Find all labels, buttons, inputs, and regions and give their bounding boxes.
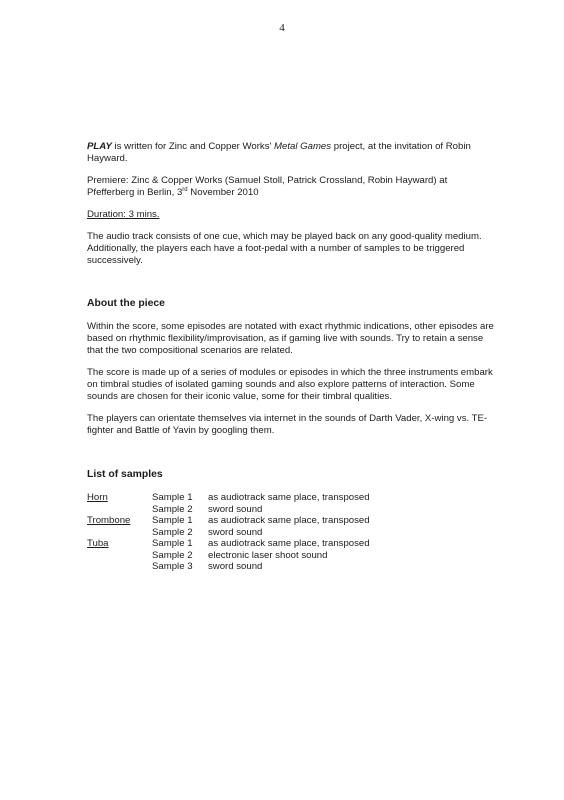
project-title: Metal Games	[274, 141, 332, 152]
sample-number	[152, 492, 208, 504]
sample-number-text: Sample 1	[152, 515, 193, 526]
about-paragraph-2: The score is made up of a series of modules or episodes in which the three instruments embark on timbral studies of isolated gaming sounds and also explore patterns of interaction. Some sounds are chosen for their iconic value, some for their timbral qualities.	[87, 367, 493, 402]
sample-number	[152, 515, 208, 527]
premiere-superscript: rd	[182, 186, 188, 193]
sample-description-text: as audiotrack same place, transposed	[208, 538, 370, 549]
sample-description	[208, 492, 370, 504]
table-row	[87, 527, 370, 539]
table-row	[87, 492, 370, 504]
sample-number-text: Sample 2	[152, 549, 193, 561]
sample-number-text: Sample 1	[152, 492, 193, 503]
table-row	[87, 561, 370, 573]
page-number: 4	[279, 22, 285, 34]
work-title: PLAY	[87, 141, 112, 152]
sample-description	[208, 538, 370, 550]
sample-instrument	[87, 504, 152, 516]
table-row	[87, 515, 370, 527]
about-paragraph-3: The players can orientate themselves via internet in the sounds of Darth Vader, X-wing vs. TE-fighter and Battle of Yavin by googling them.	[87, 413, 488, 436]
samples-heading: List of samples	[87, 469, 163, 480]
sample-instrument-text: Trombone	[87, 515, 131, 526]
sample-description-text: sword sound	[208, 526, 263, 538]
sample-description-text: sword sound	[208, 561, 263, 572]
sample-number	[152, 561, 208, 573]
sample-description-text: as audiotrack same place, transposed	[208, 515, 370, 526]
sample-description	[208, 550, 370, 562]
document-body	[87, 141, 497, 573]
sample-description	[208, 561, 370, 573]
sample-number	[152, 538, 208, 550]
sample-instrument	[87, 550, 152, 562]
sample-number-text: Sample 1	[152, 538, 193, 549]
about-paragraph-1: Within the score, some episodes are notated with exact rhythmic indications, other episodes are based on rhythmic flexibility/improvisation, as if gaming live with sounds. Try to retain a sense that the two compositional scenarios are related.	[87, 321, 494, 356]
intro-text-end: project, at the invitation of Robin Hayward.	[87, 141, 471, 164]
premiere-paragraph	[87, 175, 497, 199]
sample-description	[208, 527, 370, 539]
intro-text: is written for Zinc and Copper Works'	[111, 141, 275, 152]
sample-description-text: sword sound	[208, 503, 263, 515]
sample-number	[152, 527, 208, 539]
sample-description	[208, 515, 370, 527]
sample-instrument	[87, 561, 152, 573]
sample-number	[152, 504, 208, 516]
duration: Duration: 3 mins.	[87, 209, 160, 220]
table-row	[87, 538, 370, 550]
table-row	[87, 550, 370, 562]
premiere-text: Premiere: Zinc & Copper Works (Samuel Stoll, Patrick Crossland, Robin Hayward) at Pfefferberg in Berlin, 3	[87, 175, 448, 198]
sample-number-text: Sample 3	[152, 561, 193, 572]
audio-track-paragraph: The audio track consists of one cue, which may be played back on any good-quality medium. Additionally, the players each have a foot-pedal with a number of samples to be triggered successively.	[87, 231, 482, 266]
sample-instrument	[87, 492, 152, 504]
sample-instrument	[87, 515, 152, 527]
sample-number	[152, 550, 208, 562]
sample-instrument	[87, 527, 152, 539]
sample-number-text: Sample 2	[152, 503, 193, 515]
sample-instrument-text: Horn	[87, 492, 108, 503]
intro-paragraph	[87, 141, 497, 165]
sample-description	[208, 504, 370, 516]
sample-description-text: as audiotrack same place, transposed	[208, 492, 370, 503]
premiere-date-end: November 2010	[187, 187, 259, 198]
about-heading: About the piece	[87, 298, 165, 309]
sample-description-text: electronic laser shoot sound	[208, 549, 328, 561]
samples-table	[87, 492, 370, 573]
table-row	[87, 504, 370, 516]
sample-instrument	[87, 538, 152, 550]
sample-instrument-text: Tuba	[87, 538, 109, 549]
sample-number-text: Sample 2	[152, 526, 193, 538]
